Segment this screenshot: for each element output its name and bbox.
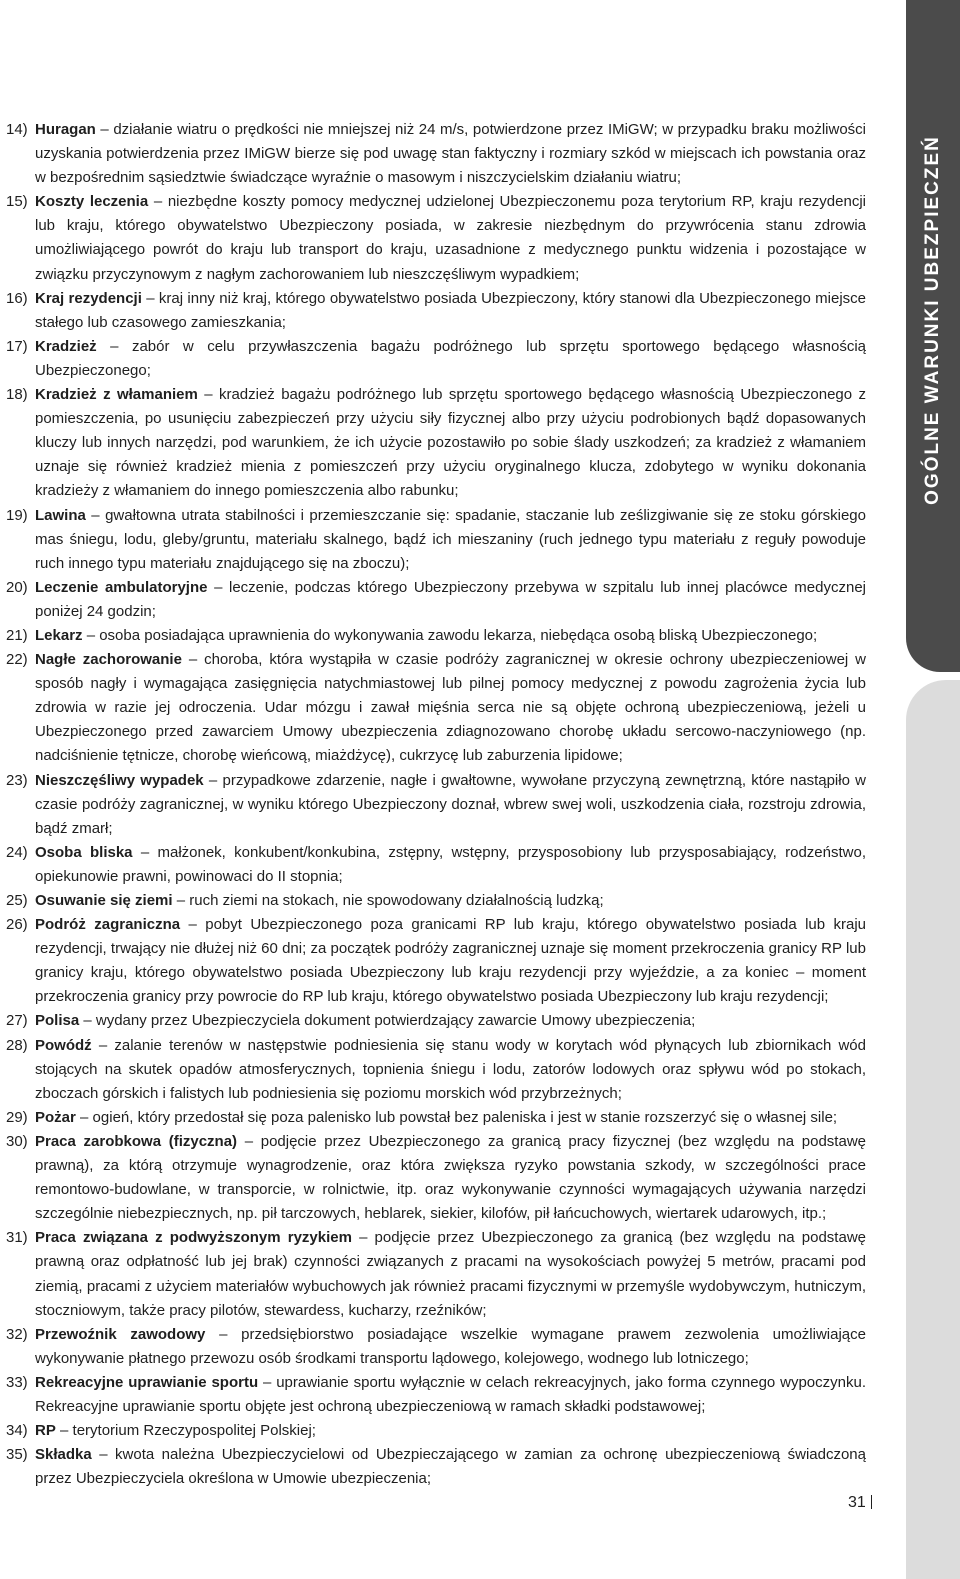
definition-dash: – (181, 651, 205, 669)
definition-number: 19) (6, 506, 28, 524)
definition-text: gwałtowna utrata stabilności i przemieszczanie się: spadanie, staczanie lub ześlizgiwanie się ze stoku górskiego mas śniegu, lodu, gleby/gruntu, materiału skalnego, bądź ich mieszaniny (ruch jednego typu materiału z reguły powoduje ruch innego typu materiału znajdującego się na zboczu); (35, 506, 866, 572)
definition-number: 33) (6, 1373, 28, 1391)
definition-item (6, 913, 866, 1009)
definition-item (6, 335, 866, 383)
definition-dash: – (91, 1036, 115, 1054)
side-tab-title: OGÓLNE WARUNKI UBEZPIECZEŃ (922, 135, 943, 505)
definition-number: 17) (6, 337, 28, 355)
definition-text: zalanie terenów w następstwie podniesienia się stanu wody w korytach wód płynących lub zbiornikach wód stojących na skutek opadów atmosferycznych, topnienia śniegu i lodu, zatorów lodowych oraz spływu wód po stokach, zboczach górskich i falistych lub podniesienia się poziomu morskich wód przybrzeżnych; (35, 1036, 866, 1102)
definition-term: Powódź (35, 1036, 92, 1054)
definition-term: Osuwanie się ziemi (35, 892, 173, 909)
page-number-bar (871, 1495, 873, 1509)
definition-number: 34) (6, 1422, 28, 1440)
definition-body (35, 889, 866, 913)
definition-item (6, 504, 866, 576)
definition-term: Przewoźnik zawodowy (35, 1325, 206, 1343)
definition-text: ruch ziemi na stokach, nie spowodowany działalnością ludzką; (189, 892, 604, 909)
page-number (848, 1494, 872, 1512)
definition-term: Lekarz (35, 626, 83, 644)
definition-text: choroba, która wystąpiła w czasie podróży zagranicznej w okresie ochrony ubezpieczeniowej w sposób nagły i wymagająca zasięgnięcia natychmiastowej lub pilnej pomocy medycznej z powodu zagrożenia życia lub zdrowia w razie jej odroczenia. Udar mózgu i zawał mięśnia serca nie są objęte ochroną ubezpieczeniową, jeżeli u Ubezpieczonego przed zawarciem Umowy ubezpieczenia zdiagnozowano chorobę układu sercowo-naczyniowego (np. nadciśnienie tętnicze, chorobę wieńcową, miażdżycę), cukrzycę lub zaburzenia lipidowe; (35, 651, 866, 765)
definition-body (35, 1443, 866, 1491)
definition-text: zabór w celu przywłaszczenia bagażu podróżnego lub sprzętu sportowego będącego własnością Ubezpieczonego; (35, 337, 866, 379)
definition-dash: – (207, 578, 229, 596)
definition-dash: – (180, 916, 206, 934)
definition-term: Pożar (35, 1108, 76, 1126)
definition-dash: – (148, 193, 168, 211)
definition-item (6, 841, 866, 889)
definition-number: 31) (6, 1229, 28, 1247)
definition-term: Rekreacyjne uprawianie sportu (35, 1373, 259, 1391)
definition-body (35, 287, 866, 335)
definition-text: podjęcie przez Ubezpieczonego za granicą pracy fizycznej (bez względu na podstawę prawną), za którą otrzymuje wynagrodzenie, oraz która zwiększa ryzyko powstania szkody, w szczególności prace remontowo-budowlane, w transporcie, w rolnictwie, itp. oraz wykonywanie czynności wymagających używania narzędzi szczególnie niebezpiecznych, np. pił tarczowych, heblarek, siekier, kilofów, pił łańcuchowych, wiertarek udarowych, itp.; (35, 1132, 866, 1223)
definition-number: 24) (6, 843, 28, 861)
definition-dash: – (132, 843, 158, 861)
definition-body (35, 190, 866, 286)
definition-number: 32) (6, 1325, 28, 1343)
definition-body (35, 118, 866, 190)
definition-item (6, 287, 866, 335)
definition-body (35, 913, 866, 1009)
definition-dash: – (79, 1012, 96, 1030)
definition-dash: – (95, 121, 114, 138)
definition-dash: – (96, 337, 132, 355)
definition-term: Praca związana z podwyższonym ryzykiem (35, 1229, 352, 1247)
definition-text: przedsiębiorstwo posiadające wszelkie wymagane prawem zezwolenia umożliwiające wykonywanie płatnego przewozu osób środkami transportu lądowego, kolejowego, wodnego lub lotniczego; (35, 1325, 866, 1367)
definition-dash: – (203, 771, 223, 789)
definition-item (6, 889, 866, 913)
definition-dash: – (237, 1132, 261, 1150)
definition-term: Nagłe zachorowanie (35, 651, 182, 669)
definition-item (6, 1034, 866, 1106)
definition-number: 29) (6, 1108, 28, 1126)
definition-text: małżonek, konkubent/konkubina, zstępny, wstępny, przysposobiony lub przysposabiający, rodzeństwo, opiekunowie prawni, powinowaci do II stopnia; (35, 843, 866, 885)
definition-item (6, 1419, 866, 1443)
definition-dash: – (197, 386, 219, 404)
definition-body (35, 1371, 866, 1419)
definition-item (6, 769, 866, 841)
definition-body (35, 1009, 866, 1033)
definition-text: kradzież bagażu podróżnego lub sprzętu sportowego będącego własnością Ubezpieczonego z pomieszczenia, po usunięciu zabezpieczeń przy użyciu siły fizycznej albo przy użyciu podrobionych bądź dopasowanych kluczy lub innych narzędzi, pod warunkiem, że ich użycie pozostawiło po sobie ślady uszkodzeń; za kradzież z włamaniem uznaje się również kradzież mienia z pomieszczeń przy użyciu oryginalnego klucza, zdobytego w wyniku dokonania kradzieży z włamaniem do innego pomieszczenia albo rabunku; (35, 386, 866, 500)
definition-body (35, 1130, 866, 1226)
definition-term: Podróż zagraniczna (35, 916, 181, 934)
definition-body (35, 624, 866, 648)
definition-body (35, 1034, 866, 1106)
definition-item (6, 1226, 866, 1322)
definition-term: Polisa (35, 1012, 80, 1030)
definition-dash: – (91, 1446, 116, 1464)
definition-term: Koszty leczenia (35, 193, 149, 211)
definition-text: kwota należna Ubezpieczycielowi od Ubezpieczającego w zamian za ochronę ubezpieczeniową świadczoną przez Ubezpieczyciela określona w Umowie ubezpieczenia; (35, 1446, 866, 1488)
definition-dash: – (55, 1422, 73, 1440)
definition-number: 30) (6, 1132, 28, 1150)
definition-item (6, 1009, 866, 1033)
definition-body (35, 1226, 866, 1322)
definition-number: 16) (6, 289, 28, 307)
definition-number: 14) (6, 121, 28, 138)
definition-number: 23) (6, 771, 28, 789)
definition-number: 18) (6, 386, 28, 404)
definition-term: Kraj rezydencji (35, 289, 142, 307)
definition-text: ogień, który przedostał się poza palenisko lub powstał bez paleniska i jest w stanie rozszerzyć się o własnej sile; (92, 1108, 838, 1126)
definition-item (6, 1106, 866, 1130)
definition-number: 26) (6, 916, 28, 934)
definition-text: wydany przez Ubezpieczyciela dokument potwierdzający zawarcie Umowy ubezpieczenia; (95, 1012, 696, 1030)
definition-dash: – (351, 1229, 375, 1247)
definition-number: 27) (6, 1012, 28, 1030)
definition-number: 20) (6, 578, 28, 596)
definition-item (6, 624, 866, 648)
definition-text: niezbędne koszty pomocy medycznej udzielonej Ubezpieczonemu poza terytorium RP, kraju rezydencji lub kraju, którego obywatelstwo Ubezpieczony posiada, w zakresie niezbędnym do przywrócenia stanu zdrowia umożliwiającego powrót do kraju lub transport do kraju, uzasadnione z medycznego punktu widzenia i pozostające w związku przyczynowym z nagłym zachorowaniem lub nieszczęśliwym wypadkiem; (35, 193, 866, 283)
definition-item (6, 576, 866, 624)
definition-dash: – (141, 289, 159, 307)
definition-text: terytorium Rzeczypospolitej Polskiej; (72, 1422, 316, 1440)
definition-number: 15) (6, 193, 28, 211)
page-number-text: 31 (848, 1494, 866, 1511)
definition-text: działanie wiatru o prędkości nie mniejszej niż 24 m/s, potwierdzone przez IMiGW; w przypadku braku możliwości uzyskania potwierdzenia przez IMiGW bierze się pod uwagę stan faktyczny i rozmiary szkód w miejscach ich powstania oraz w bezpośrednim sąsiedztwie świadczące wyraźnie o masowym i niszczycielskim działaniu wiatru; (35, 121, 866, 187)
definition-number: 28) (6, 1036, 28, 1054)
definition-text: przypadkowe zdarzenie, nagłe i gwałtowne, wywołane przyczyną zewnętrzną, które nastąpiło w czasie podróży zagranicznej, w wyniku którego Ubezpieczony doznał, wbrew swej woli, uszkodzenia ciała, rozstroju zdrowia, bądź zmarł; (35, 771, 866, 837)
definition-item (6, 1371, 866, 1419)
definition-dash: – (205, 1325, 242, 1343)
definition-body (35, 1106, 866, 1130)
definition-body (35, 504, 866, 576)
definition-term: Praca zarobkowa (fizyczna) (35, 1132, 238, 1150)
definition-term: RP (35, 1422, 56, 1440)
definition-term: Leczenie ambulatoryjne (35, 578, 208, 596)
definition-term: Lawina (35, 506, 86, 524)
definition-item (6, 383, 866, 503)
definition-term: Huragan (35, 121, 96, 138)
definition-number: 35) (6, 1446, 28, 1464)
definition-item (6, 648, 866, 768)
definition-term: Kradzież z włamaniem (35, 386, 198, 404)
definition-term: Osoba bliska (35, 843, 133, 861)
definition-body (35, 576, 866, 624)
definition-number: 21) (6, 626, 28, 644)
definition-text: pobyt Ubezpieczonego poza granicami RP lub kraju, którego obywatelstwo posiada lub kraju rezydencji, trwający nie dłużej niż 60 dni; za początek podróży zagranicznej uznaje się moment przekroczenia granicy RP lub granicy kraju, którego obywatelstwo posiada Ubezpieczony lub kraju rezydencji przy wyjeździe, a za koniec – moment przekroczenia granicy przy powrocie do RP lub kraju, którego obywatelstwo posiada Ubezpieczony lub kraju rezydencji; (35, 916, 866, 1006)
definition-term: Kradzież (35, 337, 97, 355)
definition-item (6, 118, 866, 190)
definition-dash: – (75, 1108, 93, 1126)
definition-item (6, 1323, 866, 1371)
definition-dash: – (85, 506, 106, 524)
definition-item (6, 190, 866, 286)
definition-term: Składka (35, 1446, 92, 1464)
definition-item (6, 1443, 866, 1491)
definition-body (35, 335, 866, 383)
definition-text: kraj inny niż kraj, którego obywatelstwo posiada Ubezpieczony, który stanowi dla Ubezpieczonego miejsce stałego lub czasowego zamieszkania; (35, 289, 866, 331)
definitions-list (6, 118, 866, 1491)
definition-text: uprawianie sportu wyłącznie w celach rekreacyjnych, jako forma czynnego wypoczynku. Rekreacyjne uprawianie sportu objęte jest ochroną ubezpieczeniową w ramach składki podstawowej; (35, 1373, 867, 1415)
definition-dash: – (172, 892, 190, 909)
definition-number: 25) (6, 892, 28, 909)
definition-dash: – (82, 626, 100, 644)
definition-text: podjęcie przez Ubezpieczonego za granicą (bez względu na podstawę prawną oraz odpłatność lub jej brak) czynności związanych z pracami na wysokościach powyżej 5 metrów, pracami pod ziemią, pracami z użyciem materiałów wybuchowych jak również pracami fizycznymi w przemyśle wydobywczym, hutniczym, stoczniowym, także pracy pilotów, stewardess, kucharzy, rzeźników; (35, 1229, 866, 1319)
definition-term: Nieszczęśliwy wypadek (35, 771, 204, 789)
definition-body (35, 769, 866, 841)
definition-item (6, 1130, 866, 1226)
definition-body (35, 841, 866, 889)
side-tab-lower (906, 680, 960, 1579)
definition-body (35, 383, 866, 503)
definition-body (35, 1419, 866, 1443)
definition-number: 22) (6, 651, 28, 669)
definition-text: osoba posiadająca uprawnienia do wykonywania zawodu lekarza, niebędąca osobą bliską Ubezpieczonego; (99, 626, 818, 644)
definition-dash: – (258, 1373, 277, 1391)
definition-body (35, 1323, 866, 1371)
definition-body (35, 648, 866, 768)
definition-text: leczenie, podczas którego Ubezpieczony przebywa w szpitalu lub innej placówce medycznej poniżej 24 godzin; (35, 578, 866, 620)
